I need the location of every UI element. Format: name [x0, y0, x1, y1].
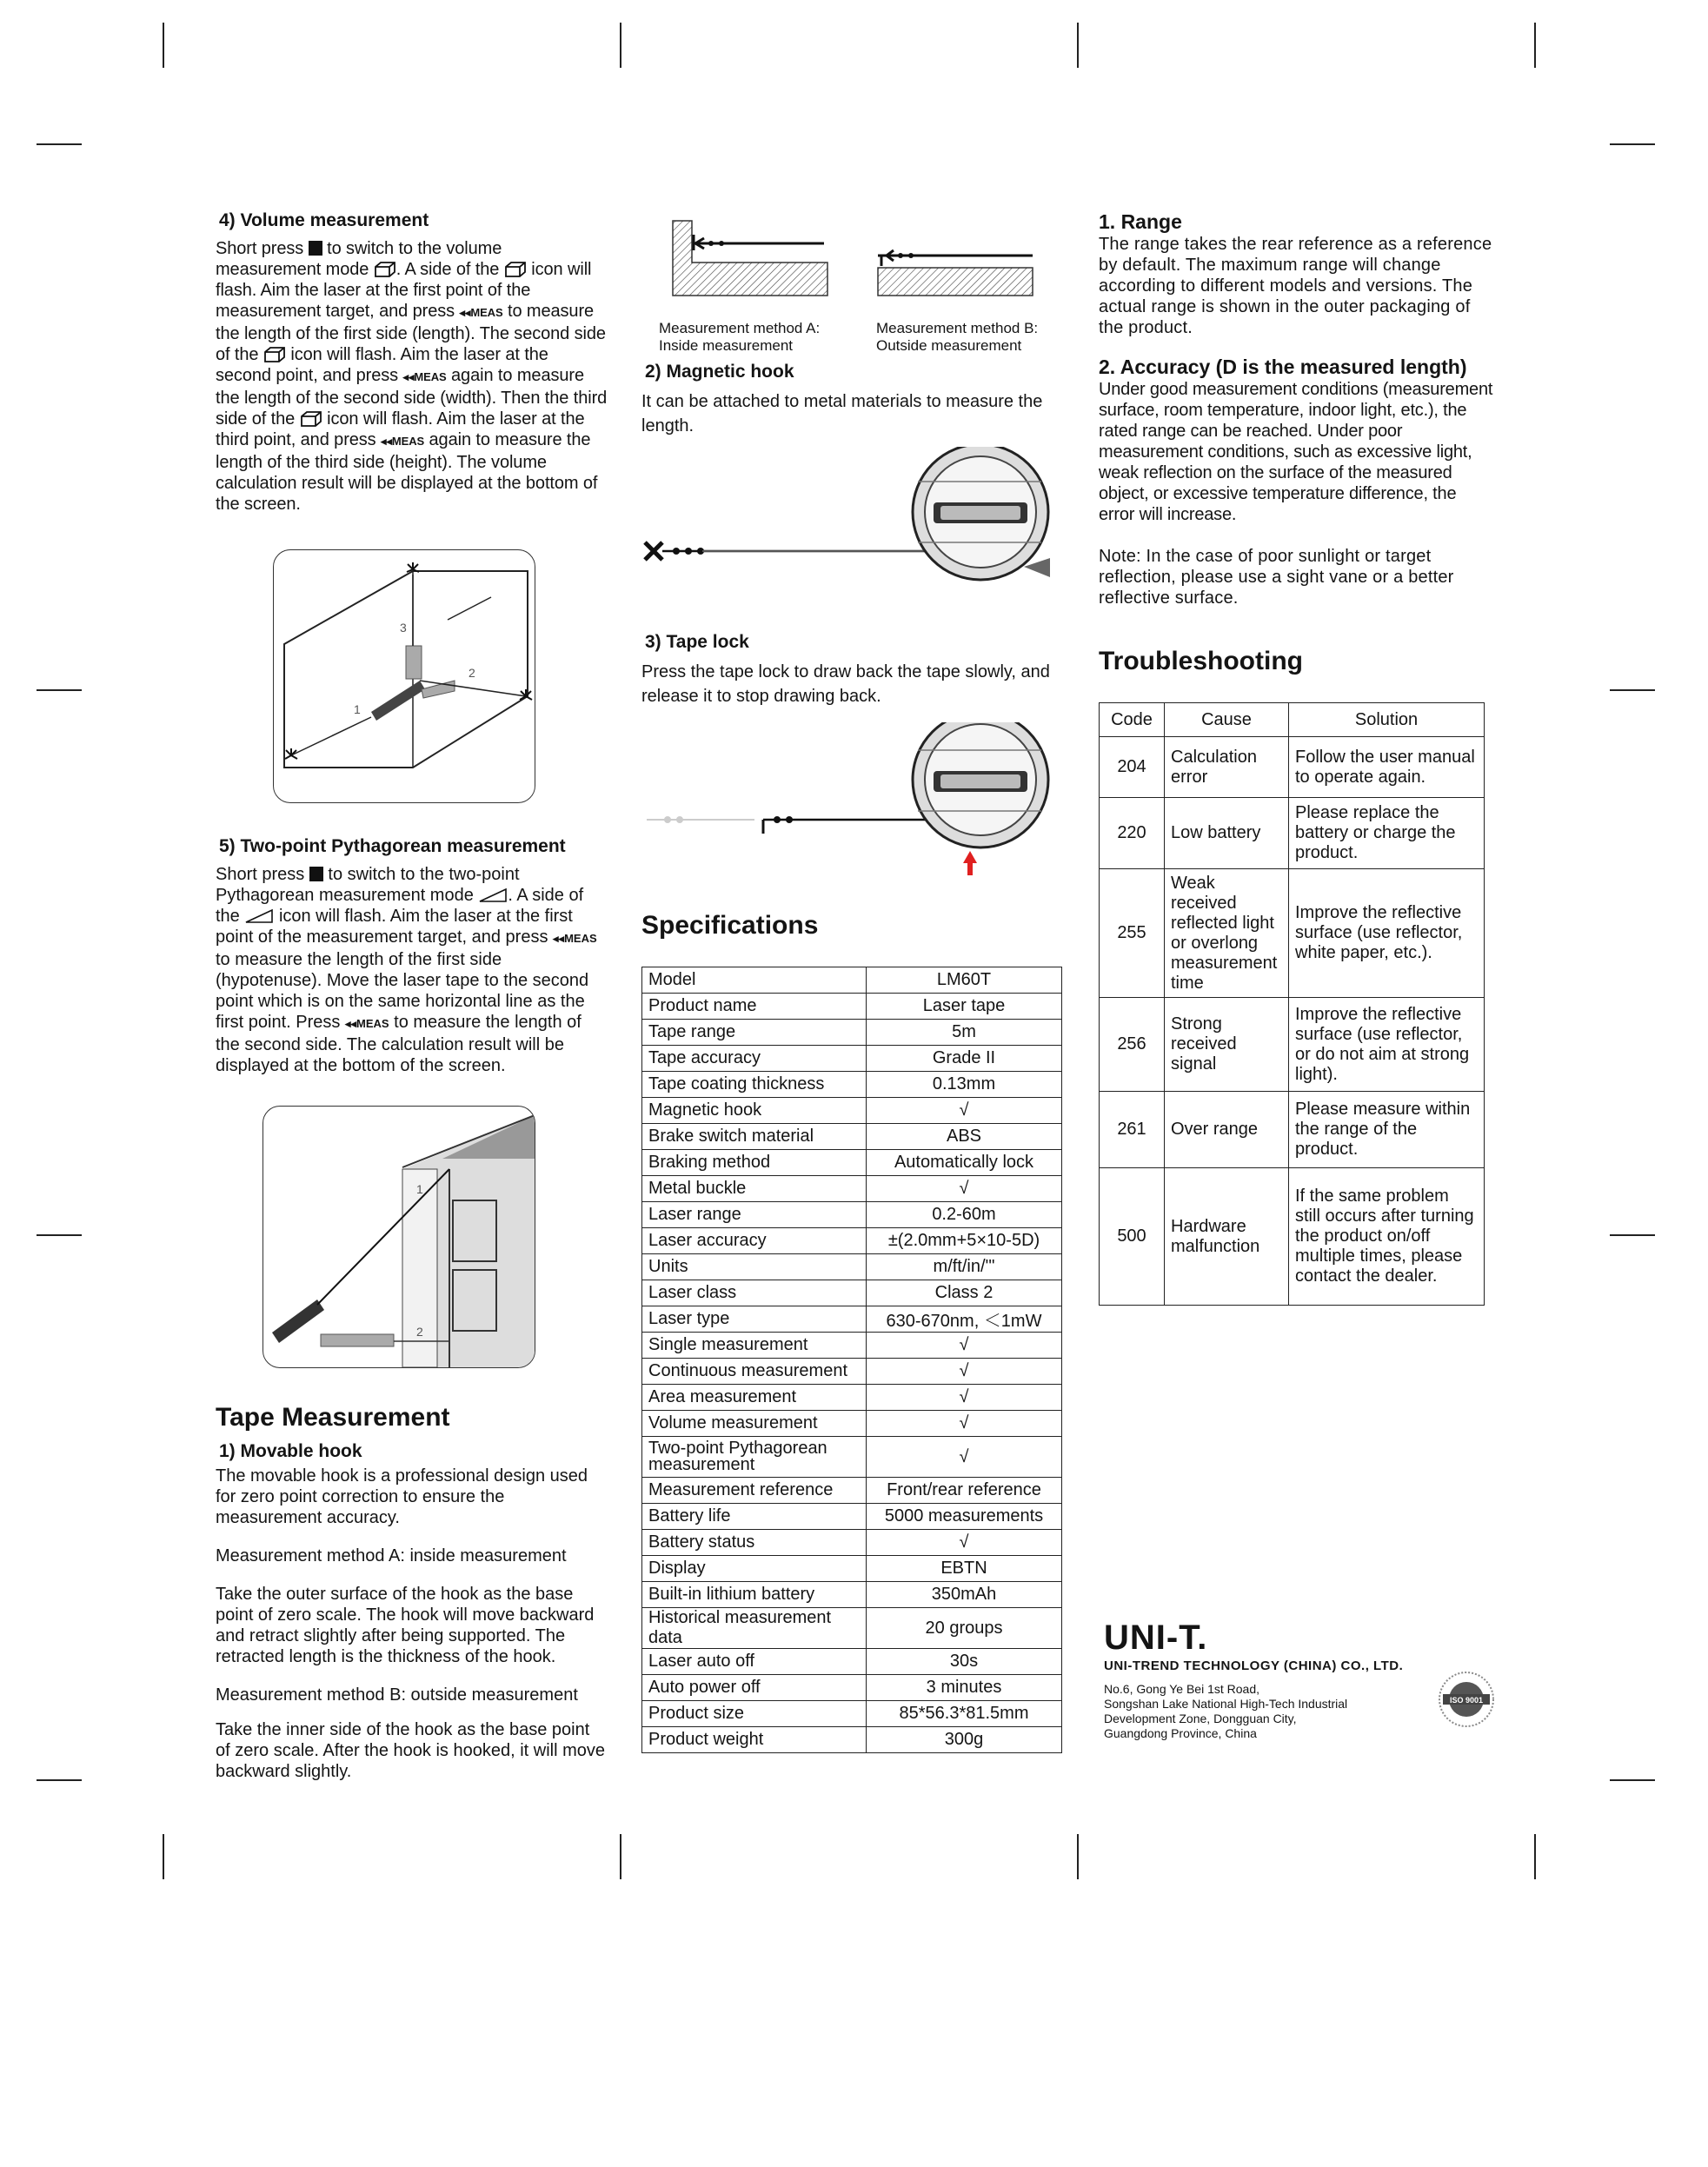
spec-key: Battery life — [642, 1504, 867, 1530]
meas-key-label: ◂◂MEAS — [344, 1017, 389, 1030]
company-logo: UNI-T. — [1104, 1619, 1208, 1657]
spec-key: Two-point Pythagorean measurement — [642, 1437, 867, 1478]
magnetic-hook-text: It can be attached to metal materials to measure the length. — [641, 392, 1043, 435]
mode-button-icon — [309, 241, 322, 256]
spec-value: 0.2-60m — [867, 1202, 1062, 1228]
trouble-solution: Please measure within the range of the product. — [1289, 1092, 1485, 1168]
spec-row — [642, 994, 1062, 1020]
spec-key: Volume measurement — [642, 1411, 867, 1437]
trouble-cause: Calculation error — [1165, 737, 1289, 798]
svg-text:ISO 9001: ISO 9001 — [1449, 1696, 1484, 1705]
crop-mark — [1610, 1234, 1655, 1236]
spec-row — [642, 1150, 1062, 1176]
crop-mark — [1610, 1779, 1655, 1781]
meas-key-label: ◂◂MEAS — [553, 932, 597, 945]
column-right — [1099, 210, 1493, 1740]
pythagorean-figure — [263, 1106, 535, 1368]
spec-row — [642, 1020, 1062, 1046]
specs-title: Specifications — [641, 911, 819, 940]
spec-value: 300g — [867, 1727, 1062, 1753]
method-a-text: Take the outer surface of the hook as the base point of zero scale. The hook will move backward and retract slightly after being supported. The retracted length is the thickness of the hook. — [216, 1585, 595, 1666]
trouble-solution: Follow the user manual to operate again. — [1289, 737, 1485, 798]
spec-value: √ — [867, 1437, 1062, 1478]
spec-row — [642, 1228, 1062, 1254]
specs-table — [641, 967, 1062, 1753]
troubleshooting-table — [1099, 702, 1485, 1306]
spec-key: Laser type — [642, 1306, 867, 1333]
spec-row — [642, 1072, 1062, 1098]
crop-mark — [37, 1234, 82, 1236]
trouble-code: 261 — [1100, 1092, 1165, 1168]
trouble-cause: Over range — [1165, 1092, 1289, 1168]
trouble-row — [1100, 998, 1485, 1092]
spec-row — [642, 1176, 1062, 1202]
spec-value: Class 2 — [867, 1280, 1062, 1306]
spec-value: Automatically lock — [867, 1150, 1062, 1176]
trouble-solution: Improve the reflective surface (use reflector, white paper, etc.). — [1289, 869, 1485, 998]
spec-key: Battery status — [642, 1530, 867, 1556]
spec-value: 3 minutes — [867, 1675, 1062, 1701]
spec-value: LM60T — [867, 967, 1062, 994]
spec-value: 630-670nm, ＜1mW — [867, 1306, 1062, 1333]
spec-value: √ — [867, 1176, 1062, 1202]
spec-key: Magnetic hook — [642, 1098, 867, 1124]
volume-diagram — [274, 550, 535, 802]
spec-row — [642, 1411, 1062, 1437]
trouble-row — [1100, 1168, 1485, 1306]
spec-key: Single measurement — [642, 1333, 867, 1359]
spec-value: EBTN — [867, 1556, 1062, 1582]
troubleshooting-title: Troubleshooting — [1099, 647, 1303, 675]
spec-value: √ — [867, 1411, 1062, 1437]
crop-mark — [1077, 23, 1079, 68]
spec-value: Laser tape — [867, 994, 1062, 1020]
crop-mark — [1534, 23, 1536, 68]
spec-value: 350mAh — [867, 1582, 1062, 1608]
spec-row — [642, 967, 1062, 994]
trouble-code: 204 — [1100, 737, 1165, 798]
spec-key: Model — [642, 967, 867, 994]
triangle-icon — [478, 887, 508, 903]
spec-key: Historical measurement data — [642, 1608, 867, 1649]
spec-row — [642, 1504, 1062, 1530]
magnetic-hook-figure — [641, 447, 1067, 603]
trouble-row — [1100, 1092, 1485, 1168]
crop-mark — [163, 1834, 164, 1879]
crop-mark — [1077, 1834, 1079, 1879]
spec-key: Laser class — [642, 1280, 867, 1306]
spec-row — [642, 1098, 1062, 1124]
tape-lock-text: Press the tape lock to draw back the tape slowly, and release it to stop drawing back. — [641, 662, 1050, 706]
column-left — [216, 210, 608, 1782]
spec-key: Continuous measurement — [642, 1359, 867, 1385]
spec-key: Tape range — [642, 1020, 867, 1046]
meas-key-label: ◂◂MEAS — [402, 370, 447, 383]
spec-key: Built-in lithium battery — [642, 1582, 867, 1608]
fig-label: 3 — [400, 621, 407, 635]
trouble-code: 256 — [1100, 998, 1165, 1092]
volume-icon — [374, 262, 396, 277]
fig-label: 2 — [469, 666, 475, 680]
trouble-solution: If the same problem still occurs after turning the product on/off multiple times, please contact the dealer. — [1289, 1168, 1485, 1306]
tape-title: Tape Measurement — [216, 1403, 450, 1432]
spec-row — [642, 1556, 1062, 1582]
spec-row — [642, 1649, 1062, 1675]
trouble-cause: Hardware malfunction — [1165, 1168, 1289, 1306]
spec-key: Laser auto off — [642, 1649, 867, 1675]
spec-row — [642, 1306, 1062, 1333]
crop-mark — [1534, 1834, 1536, 1879]
spec-key: Brake switch material — [642, 1124, 867, 1150]
spec-value: m/ft/in/'" — [867, 1254, 1062, 1280]
spec-value: 5000 measurements — [867, 1504, 1062, 1530]
meas-key-label: ◂◂MEAS — [459, 306, 503, 319]
caption-method-b: Measurement method B: Outside measurement — [876, 320, 1039, 354]
spec-key: Product name — [642, 994, 867, 1020]
col-header: Code — [1100, 703, 1165, 737]
volume-icon — [300, 411, 322, 427]
spec-key: Product size — [642, 1701, 867, 1727]
trouble-code: 220 — [1100, 798, 1165, 869]
spec-value: 5m — [867, 1020, 1062, 1046]
crop-mark — [1610, 689, 1655, 691]
spec-row — [642, 1124, 1062, 1150]
trouble-code: 255 — [1100, 869, 1165, 998]
spec-value: √ — [867, 1385, 1062, 1411]
hook-methods-diagram — [641, 210, 1067, 306]
spec-key: Braking method — [642, 1150, 867, 1176]
spec-key: Product weight — [642, 1727, 867, 1753]
spec-row — [642, 1333, 1062, 1359]
trouble-cause: Weak received reflected light or overlong measurement time — [1165, 869, 1289, 998]
spec-row — [642, 1608, 1062, 1649]
spec-key: Auto power off — [642, 1675, 867, 1701]
caption-method-a: Measurement method A: Inside measurement — [659, 320, 821, 354]
pythagorean-text: Short press to switch to the two-point Pythagorean measurement mode . A side of the icon will flash. Aim the laser at the first point of the measurement target, and press ◂◂MEAS to measure the length of the first side (hypotenuse). Move the laser tape to the second point which is on the same horizontal line as the first point. Press ◂◂MEAS to measure the length of the second side. The calculation result will be displayed at the bottom of the screen. — [216, 865, 597, 1075]
tape-lock-figure — [641, 722, 1067, 879]
crop-mark — [163, 23, 164, 68]
volume-heading: 4) Volume measurement — [219, 210, 429, 230]
range-text: The range takes the rear reference as a reference by default. The maximum range will change according to different models and versions. The actual range is shown in the outer packaging of the product. — [1099, 235, 1492, 337]
spec-row — [642, 1701, 1062, 1727]
spec-row — [642, 1530, 1062, 1556]
spec-key: Measurement reference — [642, 1478, 867, 1504]
col-header: Cause — [1165, 703, 1289, 737]
trouble-row — [1100, 737, 1485, 798]
crop-mark — [37, 143, 82, 145]
company-block — [1104, 1620, 1504, 1741]
crop-mark — [37, 1779, 82, 1781]
fig-label: 2 — [416, 1325, 423, 1339]
spec-value: √ — [867, 1530, 1062, 1556]
spec-row — [642, 1254, 1062, 1280]
trouble-cause: Strong received signal — [1165, 998, 1289, 1092]
spec-value: √ — [867, 1333, 1062, 1359]
pythagorean-heading: 5) Two-point Pythagorean measurement — [219, 836, 566, 856]
trouble-solution: Please replace the battery or charge the product. — [1289, 798, 1485, 869]
tape-lock-heading: 3) Tape lock — [645, 632, 749, 652]
spec-row — [642, 1675, 1062, 1701]
trouble-cause: Low battery — [1165, 798, 1289, 869]
spec-value: 0.13mm — [867, 1072, 1062, 1098]
movable-hook-heading: 1) Movable hook — [219, 1441, 362, 1461]
trouble-solution: Improve the reflective surface (use reflector, or do not aim at strong light). — [1289, 998, 1485, 1092]
spec-row — [642, 1046, 1062, 1072]
iso-seal-icon — [1436, 1669, 1497, 1730]
spec-key: Tape accuracy — [642, 1046, 867, 1072]
accuracy-title: 2. Accuracy (D is the measured length) — [1099, 356, 1467, 378]
spec-row — [642, 1727, 1062, 1753]
fig-label: 1 — [354, 702, 361, 716]
movable-hook-text: The movable hook is a professional design used for zero point correction to ensure the measurement accuracy. — [216, 1466, 588, 1527]
pythagorean-diagram — [263, 1107, 535, 1367]
spec-key: Units — [642, 1254, 867, 1280]
spec-key: Laser accuracy — [642, 1228, 867, 1254]
company-name: UNI-TREND TECHNOLOGY (CHINA) CO., LTD. — [1104, 1658, 1404, 1673]
spec-key: Display — [642, 1556, 867, 1582]
col-header: Solution — [1289, 703, 1485, 737]
column-middle — [641, 210, 1067, 1753]
spec-value: Front/rear reference — [867, 1478, 1062, 1504]
fig-label: 1 — [416, 1182, 423, 1196]
spec-row — [642, 1385, 1062, 1411]
spec-key: Laser range — [642, 1202, 867, 1228]
crop-mark — [620, 1834, 621, 1879]
spec-value: Grade II — [867, 1046, 1062, 1072]
mode-button-icon — [309, 867, 323, 881]
volume-icon — [504, 262, 527, 277]
trouble-row — [1100, 798, 1485, 869]
triangle-icon — [244, 908, 274, 924]
accuracy-text: Under good measurement conditions (measurement surface, room temperature, indoor light, etc.), the rated range can be reached. Under poor measurement conditions, such as excessive light, weak reflection on the surface of the measured object, or excessive temperature difference, the error will increase. — [1099, 380, 1493, 524]
method-a-title: Measurement method A: inside measurement — [216, 1546, 567, 1565]
volume-figure — [273, 549, 535, 803]
spec-row — [642, 1280, 1062, 1306]
method-b-title: Measurement method B: outside measurement — [216, 1685, 578, 1705]
range-title: 1. Range — [1099, 210, 1182, 233]
hook-methods-figure — [641, 210, 1067, 354]
spec-value: √ — [867, 1098, 1062, 1124]
volume-icon — [263, 347, 286, 362]
spec-value: √ — [867, 1359, 1062, 1385]
meas-key-label: ◂◂MEAS — [381, 435, 425, 448]
company-address: No.6, Gong Ye Bei 1st Road, Songshan Lake National High-Tech Industrial Development Zone, Dongguan City, Guangdong Province, China — [1104, 1682, 1348, 1740]
spec-key: Tape coating thickness — [642, 1072, 867, 1098]
arrow-up-icon — [963, 851, 977, 875]
spec-value: ±(2.0mm+5×10-5D) — [867, 1228, 1062, 1254]
spec-row — [642, 1478, 1062, 1504]
spec-key: Area measurement — [642, 1385, 867, 1411]
crop-mark — [620, 23, 621, 68]
spec-value: 30s — [867, 1649, 1062, 1675]
crop-mark — [1610, 143, 1655, 145]
spec-value: 85*56.3*81.5mm — [867, 1701, 1062, 1727]
method-b-text: Take the inner side of the hook as the base point of zero scale. After the hook is hooked, it will move backward slightly. — [216, 1720, 605, 1781]
trouble-row — [1100, 869, 1485, 998]
accuracy-note: Note: In the case of poor sunlight or target reflection, please use a sight vane or a better reflective surface. — [1099, 547, 1454, 608]
spec-row — [642, 1202, 1062, 1228]
spec-row — [642, 1437, 1062, 1478]
spec-row — [642, 1359, 1062, 1385]
trouble-code: 500 — [1100, 1168, 1165, 1306]
spec-value: 20 groups — [867, 1608, 1062, 1649]
spec-key: Metal buckle — [642, 1176, 867, 1202]
crop-mark — [37, 689, 82, 691]
magnetic-hook-heading: 2) Magnetic hook — [645, 362, 794, 382]
spec-row — [642, 1582, 1062, 1608]
spec-value: ABS — [867, 1124, 1062, 1150]
volume-text: Short press to switch to the volume measurement mode . A side of the icon will flash. Aim the laser at the first point of the measurement target, and press ◂◂MEAS to measure the length of the first side (length). The second side of the icon will flash. Aim the laser at the second point, and press ◂◂MEAS again to measure the length of the second side (width). Then the third side of the icon will flash. Aim the laser at the third point, and press ◂◂MEAS again to measure the length of the third side (height). The volume calculation result will be displayed at the bottom of the screen. — [216, 239, 608, 514]
